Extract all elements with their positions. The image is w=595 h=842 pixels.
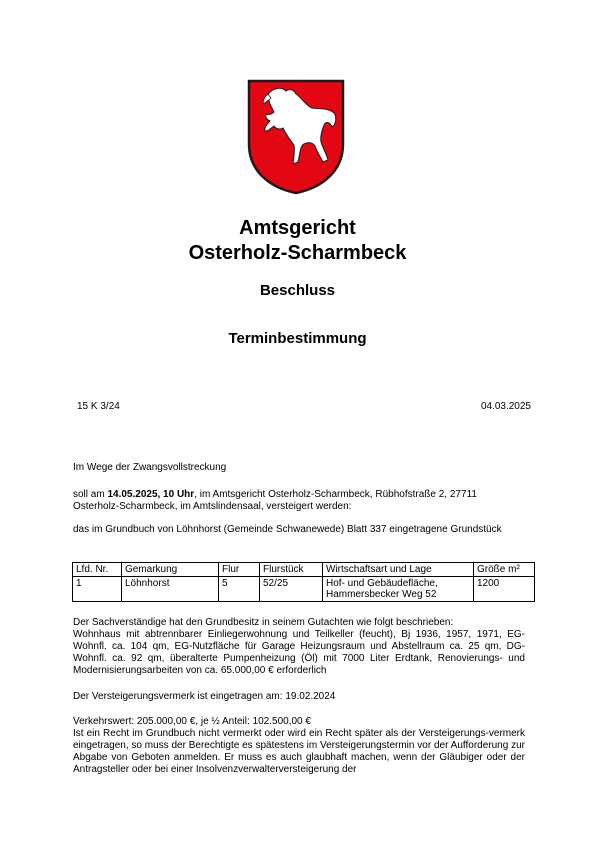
auction-datetime: 14.05.2025, 10 Uhr bbox=[107, 489, 195, 500]
property-intro: das im Grundbuch von Löhnhorst (Gemeinde Schwanewede) Blatt 337 eingetragene Grundstück bbox=[73, 524, 502, 535]
appraisal-intro: Der Sachverständige hat den Grundbesitz in seinem Gutachten wie folgt beschrieben: bbox=[73, 617, 454, 628]
court-name-line1: Amtsgericht bbox=[239, 217, 356, 239]
court-name-line2: Osterholz-Scharmbeck bbox=[188, 242, 407, 264]
document-type: Beschluss bbox=[259, 282, 336, 299]
col-header-lfd-nr: Lfd. Nr. bbox=[73, 563, 122, 577]
auction-schedule bbox=[73, 489, 525, 513]
market-value: Verkehrswert: 205.000,00 €, je ½ Anteil: 102.500,00 € bbox=[73, 716, 311, 727]
property-table bbox=[72, 562, 535, 602]
document-date: 04.03.2025 bbox=[480, 401, 531, 412]
appraisal-description: Wohnhaus mit abtrennbarer Einliegerwohnung und Teilkeller (feucht), Bj 1936, 1957, 1971, EG-Wohnfl. ca. 104 qm, EG-Nutzfläche für Garage Heizungsraum und Abstellraum ca. 25 qm, DG-Wohnfl. ca. 92 qm, überalterte Pumpenheizung (Öl) mit 7000 Liter Erdtank, Renovierungs- und Modernisierungsarbeiten von ca. 65.000,00 € erforderlich bbox=[73, 629, 525, 676]
lower-saxony-horse-crest-icon bbox=[246, 78, 346, 196]
cell-flurstueck: 52/25 bbox=[260, 577, 323, 602]
col-header-flur: Flur bbox=[219, 563, 260, 577]
cell-gemarkung: Löhnhorst bbox=[122, 577, 219, 602]
table-row bbox=[73, 577, 535, 602]
schedule-prefix: soll am bbox=[73, 489, 108, 500]
table-header-row bbox=[73, 563, 535, 577]
intro-text: Im Wege der Zwangsvollstreckung bbox=[73, 462, 227, 473]
cell-wirtschaftsart: Hof- und Gebäudefläche, Hammersbecker Weg 52 bbox=[323, 577, 474, 602]
case-reference: 15 K 3/24 bbox=[77, 401, 120, 412]
appraisal-block bbox=[73, 617, 525, 677]
cell-flur: 5 bbox=[219, 577, 260, 602]
cell-groesse: 1200 bbox=[474, 577, 535, 602]
col-header-wirtschaftsart: Wirtschaftsart und Lage bbox=[323, 563, 474, 577]
schedule-location: , im Amtsgericht Osterholz-Scharmbeck, Rübhofstraße 2, 27711 Osterholz-Scharmbeck, im Amtslindensaal, versteigert werden: bbox=[73, 489, 477, 512]
col-header-flurstueck: Flurstück bbox=[260, 563, 323, 577]
registration-note: Der Versteigerungsvermerk ist eingetragen am: 19.02.2024 bbox=[73, 691, 336, 702]
col-header-gemarkung: Gemarkung bbox=[122, 563, 219, 577]
cell-lfd-nr: 1 bbox=[73, 577, 122, 602]
col-header-groesse: Größe m² bbox=[474, 563, 535, 577]
rights-notice: Ist ein Recht im Grundbuch nicht vermerkt oder wird ein Recht später als der Versteigerungs-vermerk eingetragen, so muss der Berechtigte es spätestens im Versteigerungstermin vor der Aufforderung zur Abgabe von Geboten anmelden. Er muss es auch glaubhaft machen, wenn der Gläubiger oder der Antragsteller oder bei einer Insolvenzverwalterversteigerung der bbox=[73, 728, 525, 775]
document-subject: Terminbestimmung bbox=[228, 330, 367, 347]
